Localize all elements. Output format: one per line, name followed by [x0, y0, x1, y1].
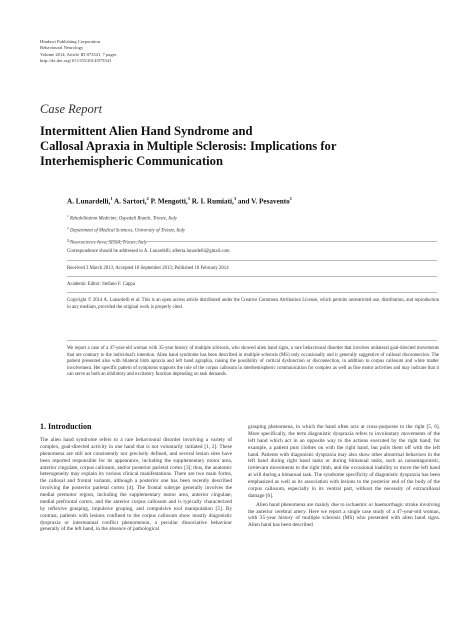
affiliations	[67, 212, 185, 248]
divider	[67, 292, 437, 293]
author-affiliation-mark: 2	[146, 196, 149, 201]
body-column-right	[248, 424, 440, 529]
title-line: Intermittent Alien Hand Syndrome and	[40, 124, 253, 138]
affiliation-item: $^2$ Department of Medical Sciences, University of Trieste, Italy	[67, 226, 186, 234]
author-affiliation-mark: 1	[110, 196, 113, 201]
article-dates: Received 3 March 2013; Accepted 10 September 2013; Published 18 February 2014	[67, 266, 229, 271]
title-line: Callosal Apraxia in Multiple Sclerosis: Implications for	[40, 139, 337, 154]
body-paragraph: Alien hand phenomena are mainly due to ischaemic or haemorrhagic stroke involving the anterior cerebral artery. Here we report a single case study of a 47-year-old woman, with 35-year history of multiple sclerosis (MS) who presented with alien hand signs. Alien hand has been described	[248, 501, 440, 529]
author-name: and V. Pesavento	[236, 197, 290, 206]
body-column-left	[40, 437, 232, 533]
section-heading: 1. Introduction	[40, 422, 92, 431]
correspondence: Correspondence should be addressed to A. Lunardelli; alberta.lunardelli@gmail.com	[67, 249, 230, 254]
article-title	[40, 124, 440, 170]
journal-header	[40, 39, 240, 64]
affiliation-item: $^1$ Rehabilitation Medicine, Ospedali Riuniti, Trieste, Italy	[67, 214, 178, 222]
author-name: A. Lunardelli,	[67, 197, 111, 206]
journal-name: Behavioural Neurology	[40, 45, 84, 51]
divider	[67, 276, 437, 277]
doi-link[interactable]: http://dx.doi.org/10.1155/2014/873541	[40, 57, 112, 63]
author-affiliation-mark: 3	[187, 196, 190, 201]
academic-editor: Academic Editor: Stefano F. Cappa	[67, 282, 135, 287]
author-name: P. Mengotti,	[148, 197, 188, 206]
body-paragraph: grasping phenomena, in which the hand often acts at cross-purposes to the right [5, 6]. More specifically, the term diagonistic dyspraxia refers to involuntary movements of the left hand which act in an opposite way to the actions executed by the right hand; for example, a patient puts clothes on with the right hand, but pulls them off with the left hand. Patients with diagonistic dyspraxia may also show other abnormal behaviors in the left hand during right hand tasks or during bimanual tasks, such as nonantagonistic, irrelevant movements to the right limb, and the occasional inability to move the left hand at will during a bimanual task. The syndrome specificity of diagonistic dyspraxia has been emphasized as well as its association with lesions to the posterior end of the body of the corpus callosum, especially in its ventral part, without the necessity of extracallosal damage [6].	[248, 424, 440, 499]
divider	[67, 260, 437, 261]
title-line: Interhemispheric Communication	[40, 154, 223, 169]
abstract: We report a case of a 47-year-old woman with 35-year history of multiple sclerosis, who showed alien hand signs, a rare behavioural disorder that involves unilateral goal-directed movements that are contrary to the individual's intention. Alien hand syndrome has been described in multiple sclerosis (MS) only occasionally and it generally suggestive of callosal disconnection. The patient presented also with bilateral limb apraxia and left hand agraphia, raising the possibility of cortical dysfunction or disconnection, in addition to corpus callosum and white matter involvement. Her specific pattern of symptoms supports the role of the corpus callosum in interhemispheric communication for complex as well as fine motor activities and may indicate that it can serve as both an inhibitory and excitatory function depending on task demands.	[67, 346, 439, 377]
author-list	[67, 196, 292, 205]
divider	[67, 241, 437, 242]
author-name: A. Sartori,	[112, 197, 147, 206]
volume-info: Volume 2014, Article ID 873541, 7 pages	[40, 51, 117, 57]
author-name: R. I. Rumiati,	[189, 197, 234, 206]
affiliation-item: $^3$ Neuroscience Area, SISSA, Trieste, Italy	[67, 238, 147, 246]
copyright-notice: Copyright © 2014 A. Lunardelli et al. This is an open access article distributed under the Creative Commons Attribution License, which permits unrestricted use, distribution, and reproduction in any medium, provided the original work is properly cited.	[67, 298, 439, 310]
publisher: Hindawi Publishing Corporation	[40, 39, 100, 44]
body-paragraph: The alien hand syndrome refers to a rare behavioural disorder involving a variety of complex, goal-directed activity in one hand that is not voluntarily initiated [1, 2]. These phenomena are still not consistently nor precisely defined, and several lesion sites have been reported responsible for its appearance, including the supplementary motor area, anterior cingulate, corpus callosum, and/or posterior parietal cortex [3]; thus, the anatomic heterogeneity may explain its various clinical manifestations. There are two main forms, the callosal and frontal variants, although a posterior one has been recently described involving the posterior parietal cortex [4]. The frontal subtype generally involves the medial premotor region, including the supplementary motor area, anterior cingulate, medial prefrontal cortex, and the anterior corpus callosum and is typically characterized by reflexive grasping, impulsive groping, and compulsive tool manipulation [5]. By contrast, patients with lesions confined to the corpus callosum show mostly diagonistic dyspraxia or intermanual conflict phenomenon, a peculiar dissociative behaviour generally of the left hand, in the absence of pathological	[40, 437, 232, 533]
article-type: Case Report	[40, 102, 103, 116]
divider	[67, 340, 437, 341]
author-affiliation-mark: 1	[289, 196, 292, 201]
author-affiliation-mark: 3	[233, 196, 237, 201]
